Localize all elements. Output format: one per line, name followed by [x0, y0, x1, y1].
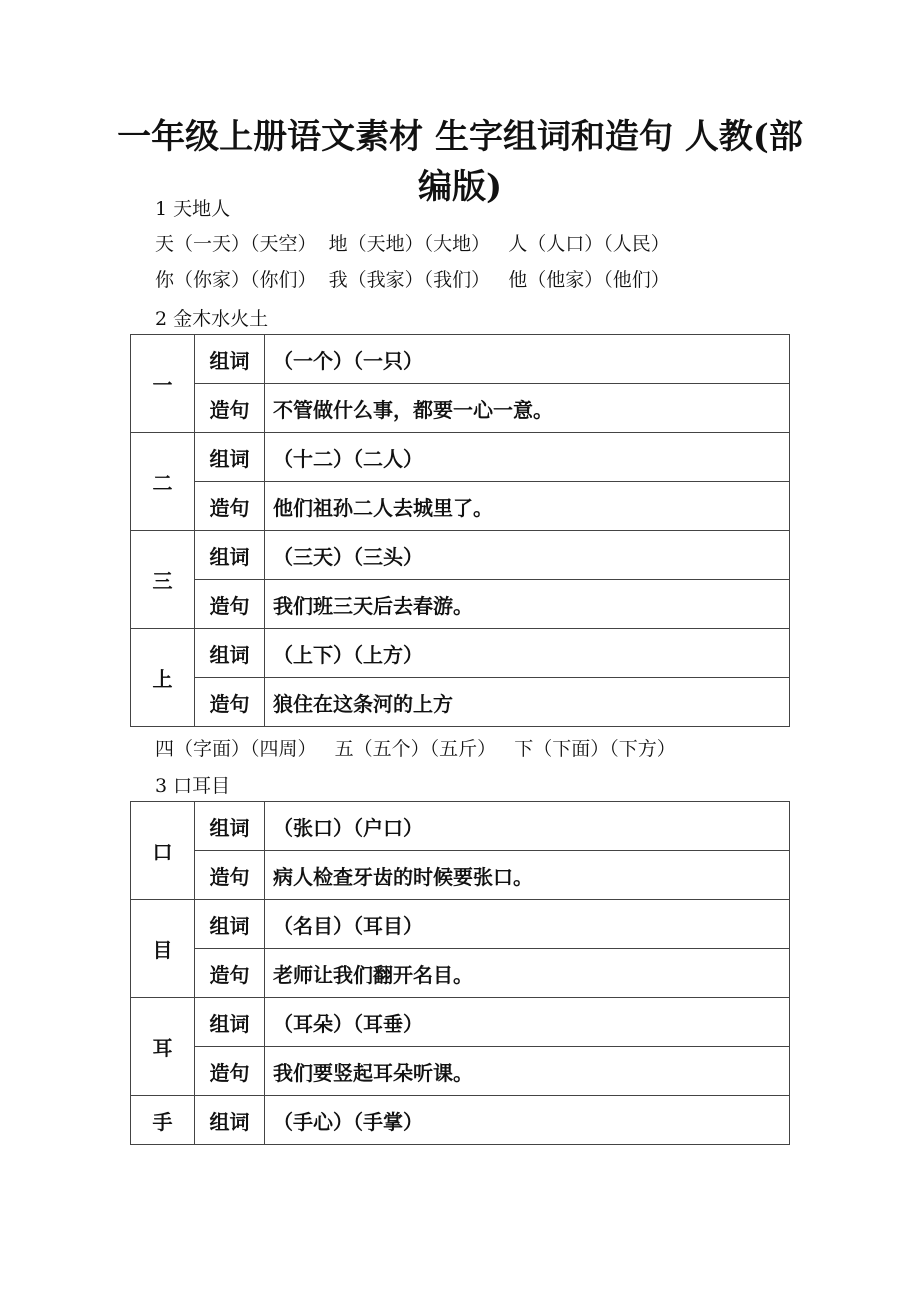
zaoju-label: 造句	[195, 580, 265, 629]
zaoju-content: 不管做什么事，都要一心一意。	[265, 384, 790, 433]
zuci-content: （一个）（一只）	[265, 335, 790, 384]
zuci-content: （三天）（三头）	[265, 531, 790, 580]
zaoju-label: 造句	[195, 384, 265, 433]
lesson1-row-2: 你（你家）（你们） 我（我家）（我们） 他（他家）（他们）	[155, 269, 670, 291]
zaoju-label: 造句	[195, 482, 265, 531]
char-cell: 二	[131, 433, 195, 531]
table-row	[131, 335, 790, 384]
zuci-label: 组词	[195, 629, 265, 678]
zaoju-content: 我们要竖起耳朵听课。	[265, 1047, 790, 1096]
zaoju-label: 造句	[195, 678, 265, 727]
zuci-label: 组词	[195, 900, 265, 949]
table-row	[131, 433, 790, 482]
zaoju-content: 我们班三天后去春游。	[265, 580, 790, 629]
char-cell: 手	[131, 1096, 195, 1145]
lesson2-extra-words: 四（字面）（四周） 五（五个）（五斤） 下（下面）（下方）	[155, 738, 676, 760]
zaoju-content: 病人检查牙齿的时候要张口。	[265, 851, 790, 900]
table-row	[131, 580, 790, 629]
zaoju-content: 他们祖孙二人去城里了。	[265, 482, 790, 531]
lesson1-heading: 1 天地人	[155, 198, 231, 220]
lesson2-table	[130, 334, 790, 727]
table-row	[131, 1047, 790, 1096]
table-row	[131, 949, 790, 998]
zaoju-label: 造句	[195, 949, 265, 998]
zaoju-content: 狼住在这条河的上方	[265, 678, 790, 727]
zaoju-content: 老师让我们翻开名目。	[265, 949, 790, 998]
zuci-label: 组词	[195, 433, 265, 482]
table-row	[131, 384, 790, 433]
zuci-content: （张口）（户口）	[265, 802, 790, 851]
lesson3-table	[130, 801, 790, 1145]
zuci-label: 组词	[195, 802, 265, 851]
lesson2-heading: 2 金木水火土	[155, 308, 269, 330]
zuci-label: 组词	[195, 531, 265, 580]
zuci-label: 组词	[195, 998, 265, 1047]
zuci-label: 组词	[195, 335, 265, 384]
char-cell: 三	[131, 531, 195, 629]
lesson3-heading: 3 口耳目	[155, 775, 231, 797]
table-row	[131, 531, 790, 580]
lesson1-row-1: 天（一天）（天空） 地（天地）（大地） 人（人口）（人民）	[155, 233, 670, 255]
table-row	[131, 851, 790, 900]
zuci-label: 组词	[195, 1096, 265, 1145]
char-cell: 口	[131, 802, 195, 900]
zaoju-label: 造句	[195, 1047, 265, 1096]
zuci-content: （名目）（耳目）	[265, 900, 790, 949]
char-cell: 耳	[131, 998, 195, 1096]
table-row	[131, 802, 790, 851]
title-line-2: 编版)	[417, 167, 503, 207]
table-row	[131, 900, 790, 949]
table-row	[131, 1096, 790, 1145]
char-cell: 一	[131, 335, 195, 433]
zaoju-label: 造句	[195, 851, 265, 900]
title-line-1: 一年级上册语文素材 生字组词和造句 人教(部	[117, 117, 803, 157]
zuci-content: （耳朵）（耳垂）	[265, 998, 790, 1047]
zuci-content: （上下）（上方）	[265, 629, 790, 678]
table-row	[131, 678, 790, 727]
table-row	[131, 482, 790, 531]
table-row	[131, 998, 790, 1047]
table-row	[131, 629, 790, 678]
zuci-content: （十二）（二人）	[265, 433, 790, 482]
char-cell: 目	[131, 900, 195, 998]
char-cell: 上	[131, 629, 195, 727]
zuci-content: （手心）（手掌）	[265, 1096, 790, 1145]
